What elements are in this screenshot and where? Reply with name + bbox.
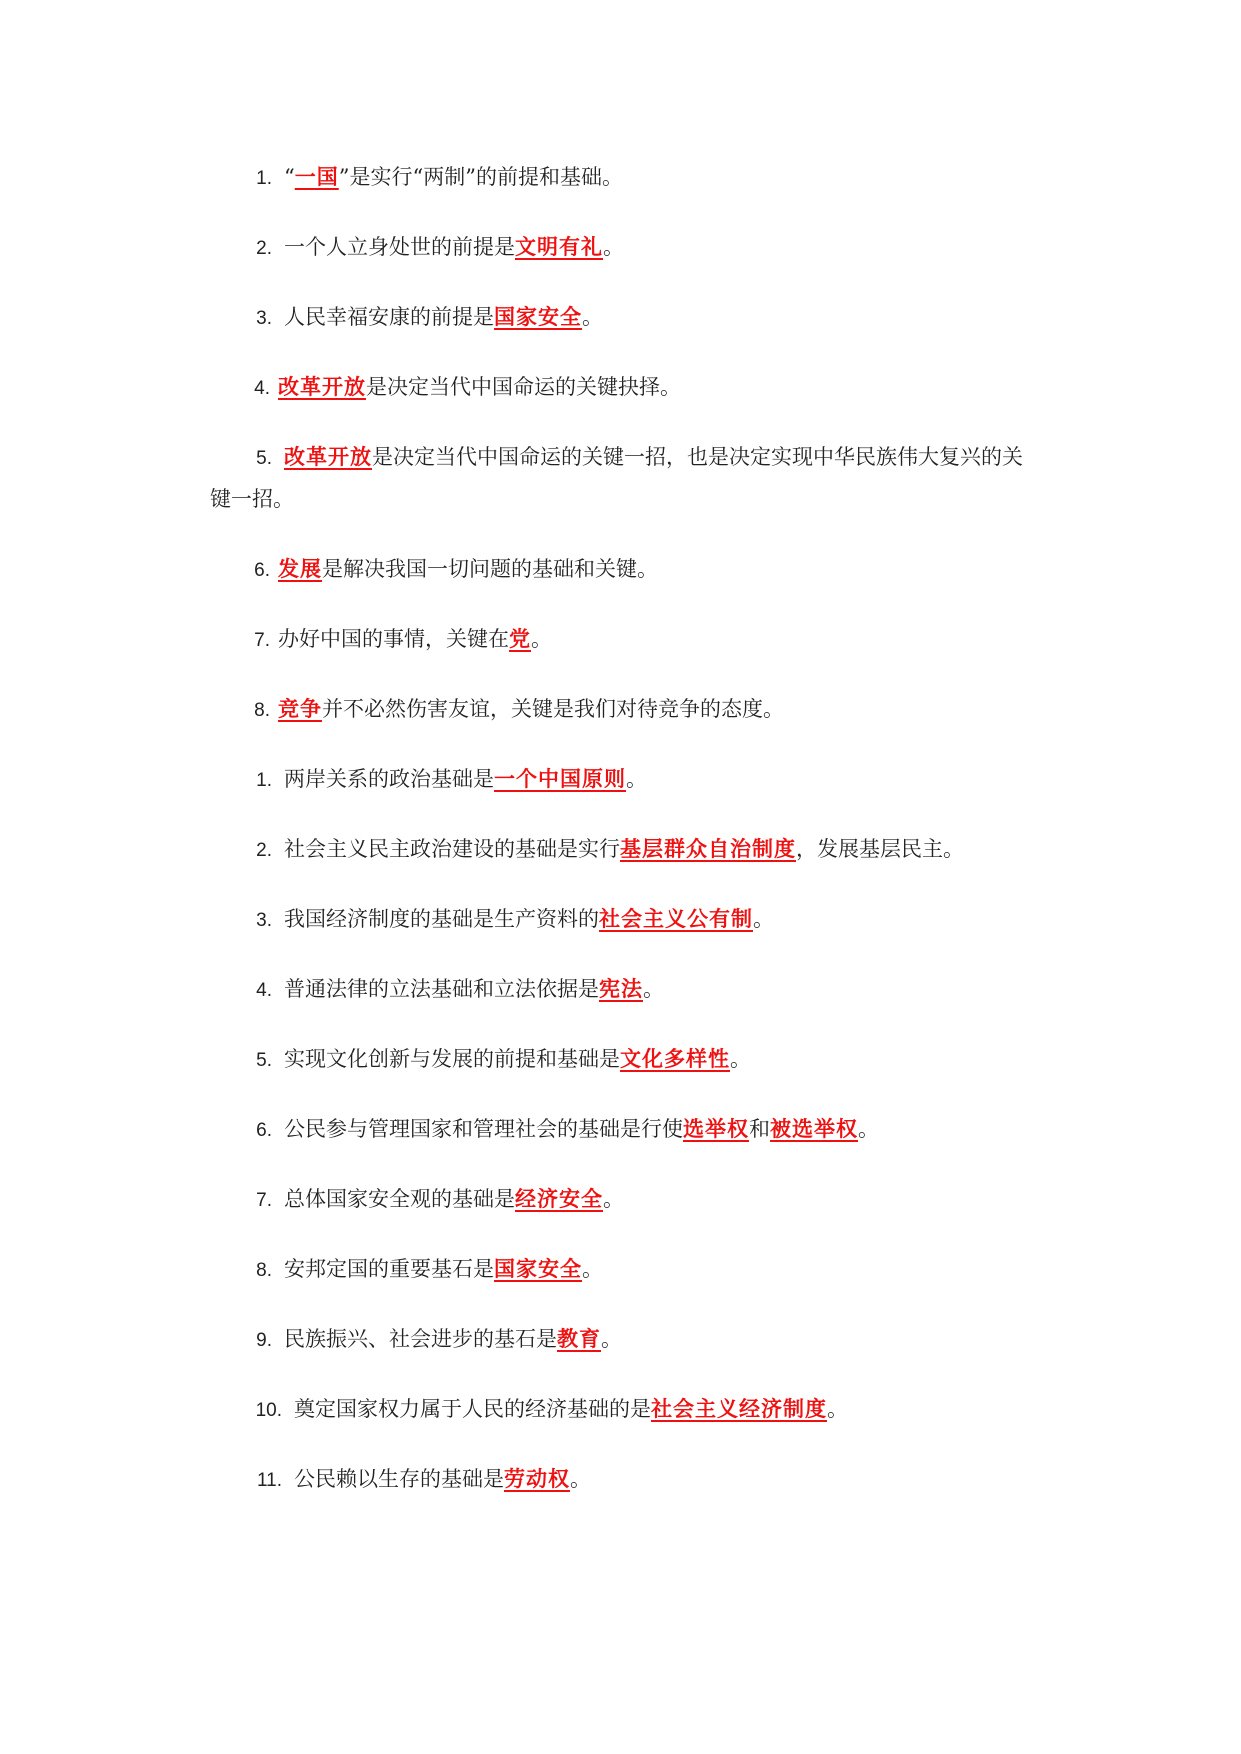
list-item <box>0 366 1241 410</box>
answer-blank: 党 <box>509 627 531 651</box>
item-text: 。 <box>570 1467 591 1491</box>
item-text: 。 <box>730 1047 751 1071</box>
list-item <box>0 1458 1241 1502</box>
list-item <box>0 1038 1241 1082</box>
item-text: 一个人立身处世的前提是 <box>284 235 515 259</box>
list-item <box>0 226 1241 270</box>
item-number: 7. <box>256 1190 272 1211</box>
list-item <box>0 1318 1241 1362</box>
item-number: 10. <box>255 1400 282 1421</box>
item-text: 社会主义民主政治建设的基础是实行 <box>284 837 620 861</box>
item-number: 11. <box>256 1470 282 1491</box>
list-item <box>0 828 1241 872</box>
item-number: 6. <box>254 560 270 581</box>
list-item <box>0 296 1241 340</box>
list-item <box>0 436 1241 480</box>
item-number: 1. <box>256 168 272 189</box>
item-number: 2. <box>256 238 272 259</box>
list-item <box>0 1248 1241 1292</box>
answer-blank: 国家安全 <box>494 1257 582 1281</box>
item-number: 8. <box>256 1260 272 1281</box>
item-number: 3. <box>256 910 272 931</box>
answer-blank: 基层群众自治制度 <box>620 837 796 861</box>
item-text: 实现文化创新与发展的前提和基础是 <box>284 1047 620 1071</box>
item-text: 。 <box>582 1257 603 1281</box>
list-item <box>0 156 1241 200</box>
item-number: 5. <box>256 1050 272 1071</box>
item-text: 公民赖以生存的基础是 <box>294 1467 504 1491</box>
list-item <box>0 1178 1241 1222</box>
item-number: 4. <box>256 980 272 1001</box>
item-text: 两岸关系的政治基础是 <box>284 767 494 791</box>
item-text: 。 <box>582 305 603 329</box>
list-item <box>0 898 1241 942</box>
answer-blank: 宪法 <box>599 977 643 1001</box>
item-number: 2. <box>256 840 272 861</box>
item-text: “ <box>284 165 295 189</box>
list-item <box>0 1388 1241 1432</box>
item-text: 。 <box>827 1397 848 1421</box>
list-item <box>0 688 1241 732</box>
item-text: 和 <box>749 1117 770 1141</box>
answer-blank: 文明有礼 <box>515 235 603 259</box>
item-text: 。 <box>643 977 664 1001</box>
item-text: 。 <box>626 767 647 791</box>
item-number: 8. <box>254 700 270 721</box>
item-text: 是决定当代中国命运的关键一招，也是决定实现中华民族伟大复兴的关 <box>372 445 1023 469</box>
item-text: 。 <box>603 235 624 259</box>
answer-blank: 改革开放 <box>284 445 372 469</box>
answer-blank: 改革开放 <box>278 375 366 399</box>
item-text: 民族振兴、社会进步的基石是 <box>284 1327 557 1351</box>
item-number: 7. <box>254 630 270 651</box>
item-text: 奠定国家权力属于人民的经济基础的是 <box>294 1397 651 1421</box>
answer-blank: 一国 <box>294 165 339 189</box>
item-text: ”是实行“两制”的前提和基础。 <box>338 165 623 189</box>
item-text: 。 <box>603 1187 624 1211</box>
item-text: 。 <box>601 1327 622 1351</box>
answer-blank: 竞争 <box>278 697 322 721</box>
item-text: 我国经济制度的基础是生产资料的 <box>284 907 599 931</box>
answer-blank: 文化多样性 <box>620 1047 730 1071</box>
item-text-continued: 键一招。 <box>210 487 294 511</box>
answer-blank: 选举权 <box>683 1117 749 1141</box>
answer-blank: 社会主义公有制 <box>599 907 753 931</box>
item-number: 5. <box>256 448 272 469</box>
item-text: 公民参与管理国家和管理社会的基础是行使 <box>284 1117 683 1141</box>
item-text: 办好中国的事情，关键在 <box>278 627 509 651</box>
item-text: ，发展基层民主。 <box>796 837 964 861</box>
item-text: 。 <box>753 907 774 931</box>
item-number: 3. <box>256 308 272 329</box>
answer-blank: 一个中国原则 <box>494 767 626 791</box>
list-item <box>0 968 1241 1012</box>
item-number: 1. <box>256 770 272 791</box>
item-text: 总体国家安全观的基础是 <box>284 1187 515 1211</box>
item-number: 9. <box>256 1330 272 1351</box>
item-number: 6. <box>256 1120 272 1141</box>
answer-blank: 被选举权 <box>770 1117 858 1141</box>
answer-blank: 发展 <box>278 557 322 581</box>
item-text: 。 <box>531 627 552 651</box>
item-text: 。 <box>858 1117 879 1141</box>
item-number: 4. <box>254 378 270 399</box>
list-item <box>0 618 1241 662</box>
answer-blank: 国家安全 <box>494 305 582 329</box>
list-item <box>0 548 1241 592</box>
item-text: 普通法律的立法基础和立法依据是 <box>284 977 599 1001</box>
item-text: 是解决我国一切问题的基础和关键。 <box>322 557 658 581</box>
item-text: 人民幸福安康的前提是 <box>284 305 494 329</box>
answer-blank: 经济安全 <box>515 1187 603 1211</box>
answer-blank: 教育 <box>557 1327 601 1351</box>
item-text: 是决定当代中国命运的关键抉择。 <box>366 375 681 399</box>
item-text: 并不必然伤害友谊，关键是我们对待竞争的态度。 <box>322 697 784 721</box>
list-item <box>0 758 1241 802</box>
answer-blank: 劳动权 <box>504 1467 570 1491</box>
item-text: 安邦定国的重要基石是 <box>284 1257 494 1281</box>
list-item <box>0 1108 1241 1152</box>
answer-blank: 社会主义经济制度 <box>651 1397 827 1421</box>
